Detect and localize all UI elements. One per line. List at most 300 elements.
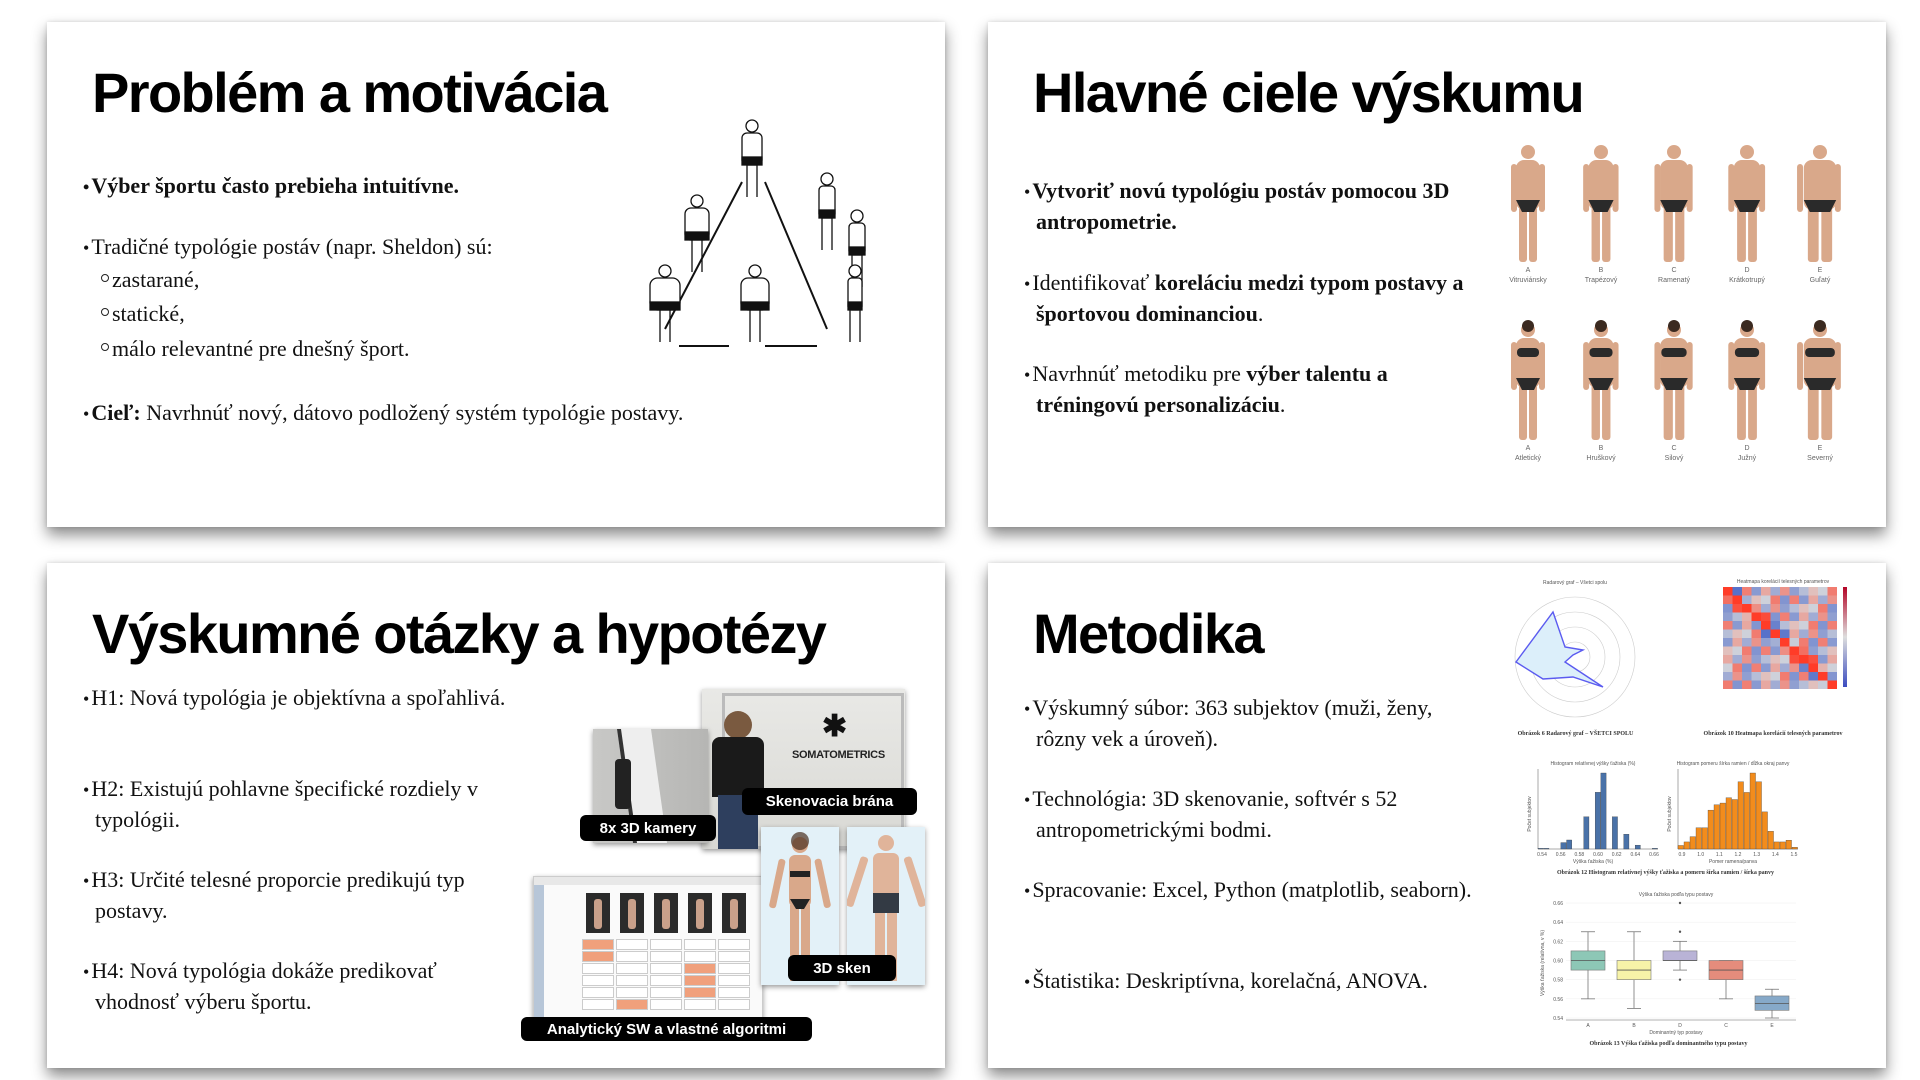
heatmap-cell: [1799, 630, 1809, 639]
x-tick-label: 1.1: [1715, 852, 1723, 858]
label-scanning-gate: Skenovacia brána: [742, 788, 917, 815]
x-tick-label: 0.56: [1555, 852, 1566, 858]
heatmap-cell: [1818, 630, 1828, 639]
heatmap-cell: [1742, 647, 1752, 656]
result-cell: [684, 939, 716, 950]
somatometrics-logo-icon: ✱: [822, 710, 848, 743]
sub-bullet: málo relevantné pre dnešný šport.: [101, 336, 410, 362]
result-cell: [582, 999, 614, 1010]
heatmap-cell: [1809, 681, 1819, 690]
histogram-bar: [1726, 798, 1732, 849]
heatmap-cell: [1733, 638, 1743, 647]
x-tick-label: 0.64: [1630, 852, 1641, 858]
heatmap-cell: [1828, 596, 1838, 605]
heatmap-cell: [1799, 587, 1809, 596]
type-name: Vitruviánsky: [1509, 277, 1547, 284]
box-E: [1755, 989, 1789, 1029]
heatmap-cell: [1771, 587, 1781, 596]
heatmap-cell: [1733, 587, 1743, 596]
type-letter: C: [1671, 445, 1677, 452]
analytics-software-screenshot: [533, 876, 763, 1024]
body-type-label: [1785, 266, 1855, 286]
type-letter: A: [1525, 445, 1531, 452]
heatmap-cell: [1771, 655, 1781, 664]
heatmap-cell: [1742, 621, 1752, 630]
box-D: [1663, 902, 1697, 1029]
result-cell: [718, 987, 750, 998]
result-cell: [650, 975, 682, 986]
body-type-label: [1639, 266, 1709, 286]
body-type-label: [1566, 444, 1636, 464]
result-cell: [718, 999, 750, 1010]
body-type-label: [1493, 444, 1563, 464]
heatmap-cell: [1818, 655, 1828, 664]
heatmap-cell: [1799, 621, 1809, 630]
heatmap-cell: [1790, 655, 1800, 664]
histogram-bar: [1678, 845, 1684, 849]
scan-thumbnail: [586, 893, 610, 933]
heatmap-cell: [1752, 638, 1762, 647]
x-tick-label: 0.66: [1649, 852, 1659, 858]
box-xlabel: Dominantný typ postavy: [1649, 1030, 1703, 1036]
sub-bullet: statické,: [101, 301, 185, 327]
bullet: •Technológia: 3D skenovanie, softvér s 52 antropometrickými bodmi.: [1024, 786, 1398, 842]
histogram-bar: [1744, 792, 1750, 849]
heatmap-cell: [1818, 587, 1828, 596]
heatmap-cell: [1723, 681, 1733, 690]
histogram-bar: [1635, 845, 1640, 849]
heatmap-cell: [1780, 664, 1790, 673]
heatmap-cell: [1828, 587, 1838, 596]
result-cell: [616, 963, 648, 974]
heatmap-cell: [1761, 604, 1771, 613]
histogram-bar: [1624, 834, 1629, 849]
x-tick-label: 1.4: [1771, 852, 1779, 858]
y-tick-label: 0.58: [1553, 977, 1563, 984]
body-figure-drawing: [848, 265, 862, 342]
heatmap-cell: [1809, 613, 1819, 622]
heatmap-cell: [1799, 647, 1809, 656]
hypothesis-h4: •H4: Nová typológia dokáže predikovať vhodnosť výberu športu.: [83, 958, 437, 1014]
heatmap-cell: [1809, 647, 1819, 656]
heatmap-cell: [1733, 604, 1743, 613]
heatmap-cell: [1818, 664, 1828, 673]
result-cell: [616, 975, 648, 986]
box-title: Výška ťažiska podľa typu postavy: [1638, 892, 1714, 898]
result-cell: [616, 939, 648, 950]
body-type-grid: [1493, 142, 1863, 482]
heatmap-cell: [1809, 630, 1819, 639]
type-name: Južný: [1737, 455, 1757, 462]
scan-thumbnail: [722, 893, 746, 933]
histogram-bar: [1732, 800, 1738, 849]
heatmap-cell: [1818, 672, 1828, 681]
heatmap-cell: [1790, 647, 1800, 656]
box-C: [1709, 961, 1743, 1030]
heatmap-cell: [1771, 604, 1781, 613]
brand-text: SOMATOMETRICS: [792, 749, 885, 761]
heatmap-cell: [1723, 638, 1733, 647]
slide-research-questions[interactable]: [47, 563, 945, 1068]
histogram-bar: [1595, 792, 1600, 849]
outlier: [1679, 931, 1681, 933]
heatmap-cell: [1799, 613, 1809, 622]
radar-chart: [1503, 577, 1648, 727]
heatmap-cell: [1790, 596, 1800, 605]
heatmap-cell: [1723, 655, 1733, 664]
slide-title: Výskumné otázky a hypotézy: [92, 602, 826, 665]
type-name: Ramenatý: [1658, 277, 1690, 284]
label-analytics-software: Analytický SW a vlastné algoritmi: [521, 1017, 812, 1041]
heatmap-cell: [1809, 604, 1819, 613]
result-cell: [718, 939, 750, 950]
heatmap-cell: [1790, 604, 1800, 613]
result-cell: [616, 951, 648, 962]
heatmap-cell: [1799, 604, 1809, 613]
label-3d-cameras: 8x 3D kamery: [580, 815, 716, 841]
histograms: [1523, 759, 1808, 869]
x-tick-label: 0.60: [1593, 852, 1603, 858]
heatmap-cell: [1790, 672, 1800, 681]
heatmap-cell: [1828, 621, 1838, 630]
box-ylabel: Výška ťažiska (relatívna, v %): [1540, 929, 1546, 997]
heatmap-cell: [1723, 621, 1733, 630]
histogram-bar: [1714, 805, 1720, 849]
heatmap-cell: [1828, 613, 1838, 622]
result-cell: [684, 999, 716, 1010]
type-letter: B: [1598, 445, 1604, 452]
heatmap-cell: [1828, 655, 1838, 664]
heatmap-cell: [1809, 672, 1819, 681]
heatmap-cell: [1733, 613, 1743, 622]
heatmap-cell: [1790, 664, 1800, 673]
box-caption: Obrázok 13 Výška ťažiska podľa dominantného typu postavy: [1589, 1041, 1748, 1047]
heatmap-cell: [1733, 596, 1743, 605]
x-tick-label: B: [1632, 1023, 1636, 1029]
x-tick-label: 0.62: [1611, 852, 1622, 858]
bullet: •Štatistika: Deskriptívna, korelačná, ANOVA.: [1024, 968, 1428, 993]
heatmap-cell: [1771, 621, 1781, 630]
heatmap-cell: [1752, 655, 1762, 664]
hist2-title: Histogram pomeru šírka ramien / dĺžka okraj panvy: [1676, 761, 1790, 767]
result-cell: [684, 951, 716, 962]
type-letter: D: [1744, 445, 1750, 452]
scan-thumbnail: [620, 893, 644, 933]
result-cell: [650, 951, 682, 962]
slide-title: Hlavné ciele výskumu: [1033, 61, 1584, 124]
type-name: Krátkotrupý: [1729, 277, 1765, 284]
heatmap-cell: [1809, 655, 1819, 664]
bullet: •Identifikovať koreláciu medzi typom postavy a športovou dominanciou.: [1024, 270, 1464, 326]
histogram-bar: [1750, 773, 1756, 849]
heatmap-cell: [1780, 638, 1790, 647]
heatmap-cell: [1809, 664, 1819, 673]
type-letter: E: [1817, 267, 1823, 274]
x-tick-label: 1.5: [1790, 852, 1798, 858]
heatmap-cell: [1780, 613, 1790, 622]
heatmap-cell: [1761, 613, 1771, 622]
heatmap-cell: [1780, 681, 1790, 690]
hist2-xlabel: Pomer ramena/panva: [1708, 859, 1758, 865]
histogram-bar: [1738, 782, 1744, 849]
radar-caption: Obrázok 6 Radarový graf – VŠETCI SPOLU: [1517, 731, 1634, 737]
result-cell: [718, 951, 750, 962]
heatmap-cell: [1761, 587, 1771, 596]
heatmap-cell: [1771, 613, 1781, 622]
outlier: [1679, 978, 1681, 980]
heatmap-title: Heatmapa korelácií telesných parametrov: [1736, 579, 1830, 585]
bullet: •Cieľ: Navrhnúť nový, dátovo podložený systém typológie postavy.: [83, 400, 684, 425]
heatmap-cell: [1761, 655, 1771, 664]
histogram-bar: [1612, 817, 1617, 849]
heatmap-cell: [1799, 681, 1809, 690]
sub-bullet: zastarané,: [101, 267, 199, 293]
x-tick-label: 0.9: [1678, 852, 1686, 858]
heatmap-cell: [1723, 630, 1733, 639]
histogram-bar: [1762, 812, 1768, 849]
heatmap-cell: [1752, 596, 1762, 605]
heatmap-cell: [1809, 638, 1819, 647]
heatmap-cell: [1790, 681, 1800, 690]
heatmap-cell: [1818, 647, 1828, 656]
histogram-bar: [1792, 847, 1798, 849]
heatmap-cell: [1828, 681, 1838, 690]
type-letter: B: [1598, 267, 1604, 274]
body-type-label: [1712, 444, 1782, 464]
histogram-bar: [1561, 843, 1566, 849]
histogram-bar: [1708, 810, 1714, 849]
scan-thumbnail: [688, 893, 712, 933]
result-cell: [582, 951, 614, 962]
bullet: •Vytvoriť novú typológiu postáv pomocou 3D antropometrie.: [1024, 178, 1450, 234]
bullet: •Spracovanie: Excel, Python (matplotlib, seaborn).: [1024, 877, 1472, 902]
heatmap-cell: [1752, 672, 1762, 681]
histogram-bar: [1652, 848, 1657, 849]
heatmap-cell: [1742, 655, 1752, 664]
slide-methodology[interactable]: [988, 563, 1886, 1068]
type-name: Trapézový: [1584, 277, 1618, 284]
scan-thumbnail: [654, 893, 678, 933]
heatmap-caption: Obrázok 10 Heatmapa korelácií telesných parametrov: [1703, 731, 1843, 737]
heatmap-cell: [1771, 647, 1781, 656]
x-tick-label: E: [1770, 1023, 1774, 1029]
heatmap-cell: [1761, 638, 1771, 647]
heatmap-cell: [1752, 587, 1762, 596]
slide-research-goals[interactable]: [988, 22, 1886, 527]
histogram-bar: [1696, 828, 1702, 849]
x-tick-label: 1.2: [1734, 852, 1742, 858]
label-3d-scan: 3D sken: [788, 955, 896, 981]
histogram-bar: [1720, 803, 1726, 849]
heatmap-cell: [1799, 596, 1809, 605]
type-name: Silový: [1664, 455, 1684, 462]
type-name: Hruškový: [1586, 455, 1616, 462]
heatmap-cell: [1761, 596, 1771, 605]
heatmap-cell: [1780, 587, 1790, 596]
x-tick-label: C: [1724, 1023, 1728, 1029]
body-figure-drawing: [742, 120, 762, 197]
heatmap-cell: [1790, 587, 1800, 596]
heatmap-cell: [1828, 664, 1838, 673]
heatmap-cell: [1780, 621, 1790, 630]
heatmap-cell: [1761, 681, 1771, 690]
heatmap-cell: [1742, 587, 1752, 596]
box-A: [1571, 932, 1605, 1029]
bullet: •Výskumný súbor: 363 subjektov (muži, ženy, rôzny vek a úroveň).: [1024, 695, 1433, 751]
heatmap-cell: [1818, 613, 1828, 622]
x-tick-label: 0.58: [1574, 852, 1585, 858]
heatmap-cell: [1780, 655, 1790, 664]
hypothesis-h3: •H3: Určité telesné proporcie predikujú typ postavy.: [83, 867, 465, 923]
heatmap-cell: [1809, 621, 1819, 630]
bullet: •Navrhnúť metodiku pre výber talentu a tréningovú personalizáciu.: [1024, 361, 1388, 417]
body-type-label: [1639, 444, 1709, 464]
result-cell: [582, 975, 614, 986]
type-name: Severný: [1807, 455, 1833, 462]
heatmap-cell: [1742, 604, 1752, 613]
heatmap-cell: [1752, 630, 1762, 639]
heatmap-cell: [1828, 638, 1838, 647]
heatmap-cell: [1742, 681, 1752, 690]
heatmap-cell: [1742, 664, 1752, 673]
heatmap-cell: [1752, 664, 1762, 673]
result-cell: [650, 987, 682, 998]
y-tick-label: 0.64: [1553, 920, 1563, 927]
heatmap-cell: [1761, 647, 1771, 656]
heatmap-cell: [1752, 647, 1762, 656]
sheldon-somatotype-diagram: [637, 114, 887, 379]
heatmap-cell: [1771, 638, 1781, 647]
slide-title: Problém a motivácia: [92, 61, 607, 124]
result-cell: [718, 963, 750, 974]
y-tick-label: 0.66: [1553, 901, 1563, 907]
heatmap-cell: [1771, 672, 1781, 681]
hist1-title: Histogram relatívnej výšky ťažiska (%): [1550, 761, 1636, 767]
heatmap-cell: [1790, 638, 1800, 647]
heatmap-cell: [1771, 681, 1781, 690]
result-cell: [684, 963, 716, 974]
histogram-bar: [1690, 837, 1696, 849]
heatmap-cell: [1733, 621, 1743, 630]
heatmap-cell: [1809, 596, 1819, 605]
heatmap-cell: [1733, 647, 1743, 656]
histogram-bar: [1786, 840, 1792, 849]
result-cell: [684, 975, 716, 986]
heatmap-cell: [1723, 613, 1733, 622]
body-type-label: [1785, 444, 1855, 464]
heatmap-cell: [1742, 630, 1752, 639]
histogram-bar: [1544, 848, 1549, 849]
histogram-bar: [1567, 840, 1572, 849]
histogram-bar: [1702, 828, 1708, 849]
result-cell: [650, 963, 682, 974]
heatmap-cell: [1818, 621, 1828, 630]
body-figure-drawing: [685, 195, 709, 272]
result-cell: [718, 975, 750, 986]
body-figure-drawing: [819, 173, 835, 250]
x-tick-label: 1.3: [1753, 852, 1761, 858]
heatmap-cell: [1742, 596, 1752, 605]
histogram-bar: [1756, 782, 1762, 849]
heatmap-cell: [1752, 681, 1762, 690]
heatmap-cell: [1809, 587, 1819, 596]
heatmap-cell: [1818, 638, 1828, 647]
heatmap-cell: [1723, 672, 1733, 681]
x-tick-label: A: [1586, 1023, 1590, 1029]
correlation-heatmap: [1693, 577, 1853, 727]
type-letter: A: [1525, 267, 1531, 274]
type-letter: E: [1817, 445, 1823, 452]
slide-title: Metodika: [1033, 602, 1263, 665]
body-type-label: [1566, 266, 1636, 286]
heatmap-cell: [1733, 630, 1743, 639]
slide-problem-motivation[interactable]: [47, 22, 945, 527]
hist2-ylabel: Počet subjektov: [1667, 796, 1673, 832]
heatmap-cell: [1780, 596, 1790, 605]
box-plot: [1536, 888, 1801, 1038]
heatmap-cell: [1733, 672, 1743, 681]
histogram-bar: [1601, 773, 1606, 849]
heatmap-cell: [1742, 613, 1752, 622]
result-cell: [650, 939, 682, 950]
histogram-bar: [1768, 831, 1774, 849]
body-type-label: [1712, 266, 1782, 286]
hist1-ylabel: Počet subjektov: [1527, 796, 1533, 832]
y-tick-label: 0.56: [1553, 996, 1563, 1003]
heatmap-cell: [1828, 630, 1838, 639]
heatmap-cell: [1771, 596, 1781, 605]
heatmap-cell: [1752, 613, 1762, 622]
type-letter: D: [1744, 267, 1750, 274]
heatmap-cell: [1733, 681, 1743, 690]
heatmap-cell: [1799, 664, 1809, 673]
outlier: [1679, 902, 1681, 904]
heatmap-cell: [1828, 647, 1838, 656]
heatmap-cell: [1818, 681, 1828, 690]
y-tick-label: 0.62: [1553, 939, 1563, 946]
histogram-bar: [1780, 842, 1786, 849]
hist1-xlabel: Výška ťažiska (%): [1572, 859, 1614, 865]
heatmap-cell: [1828, 672, 1838, 681]
heatmap-cell: [1752, 621, 1762, 630]
heatmap-cell: [1799, 638, 1809, 647]
type-letter: C: [1671, 267, 1677, 274]
y-tick-label: 0.54: [1553, 1016, 1563, 1022]
heatmap-cell: [1752, 604, 1762, 613]
histogram-bar: [1538, 848, 1543, 849]
box-B: [1617, 932, 1651, 1029]
histogram-bar: [1774, 842, 1780, 849]
heatmap-cell: [1790, 630, 1800, 639]
heatmap-cell: [1761, 672, 1771, 681]
heatmap-cell: [1799, 672, 1809, 681]
heatmap-cell: [1771, 630, 1781, 639]
heatmap-cell: [1780, 647, 1790, 656]
heatmap-cell: [1723, 664, 1733, 673]
heatmap-cell: [1828, 604, 1838, 613]
heatmap-cell: [1799, 655, 1809, 664]
bullet: •Výber športu často prebieha intuitívne.: [83, 173, 460, 198]
heatmap-cell: [1723, 604, 1733, 613]
x-tick-label: D: [1678, 1023, 1682, 1029]
heatmap-cell: [1733, 655, 1743, 664]
x-tick-label: 1.0: [1697, 852, 1705, 858]
heatmap-cell: [1723, 596, 1733, 605]
heatmap-cell: [1733, 664, 1743, 673]
type-name: Atletický: [1514, 455, 1542, 462]
heatmap-cell: [1790, 613, 1800, 622]
heatmap-cell: [1818, 596, 1828, 605]
